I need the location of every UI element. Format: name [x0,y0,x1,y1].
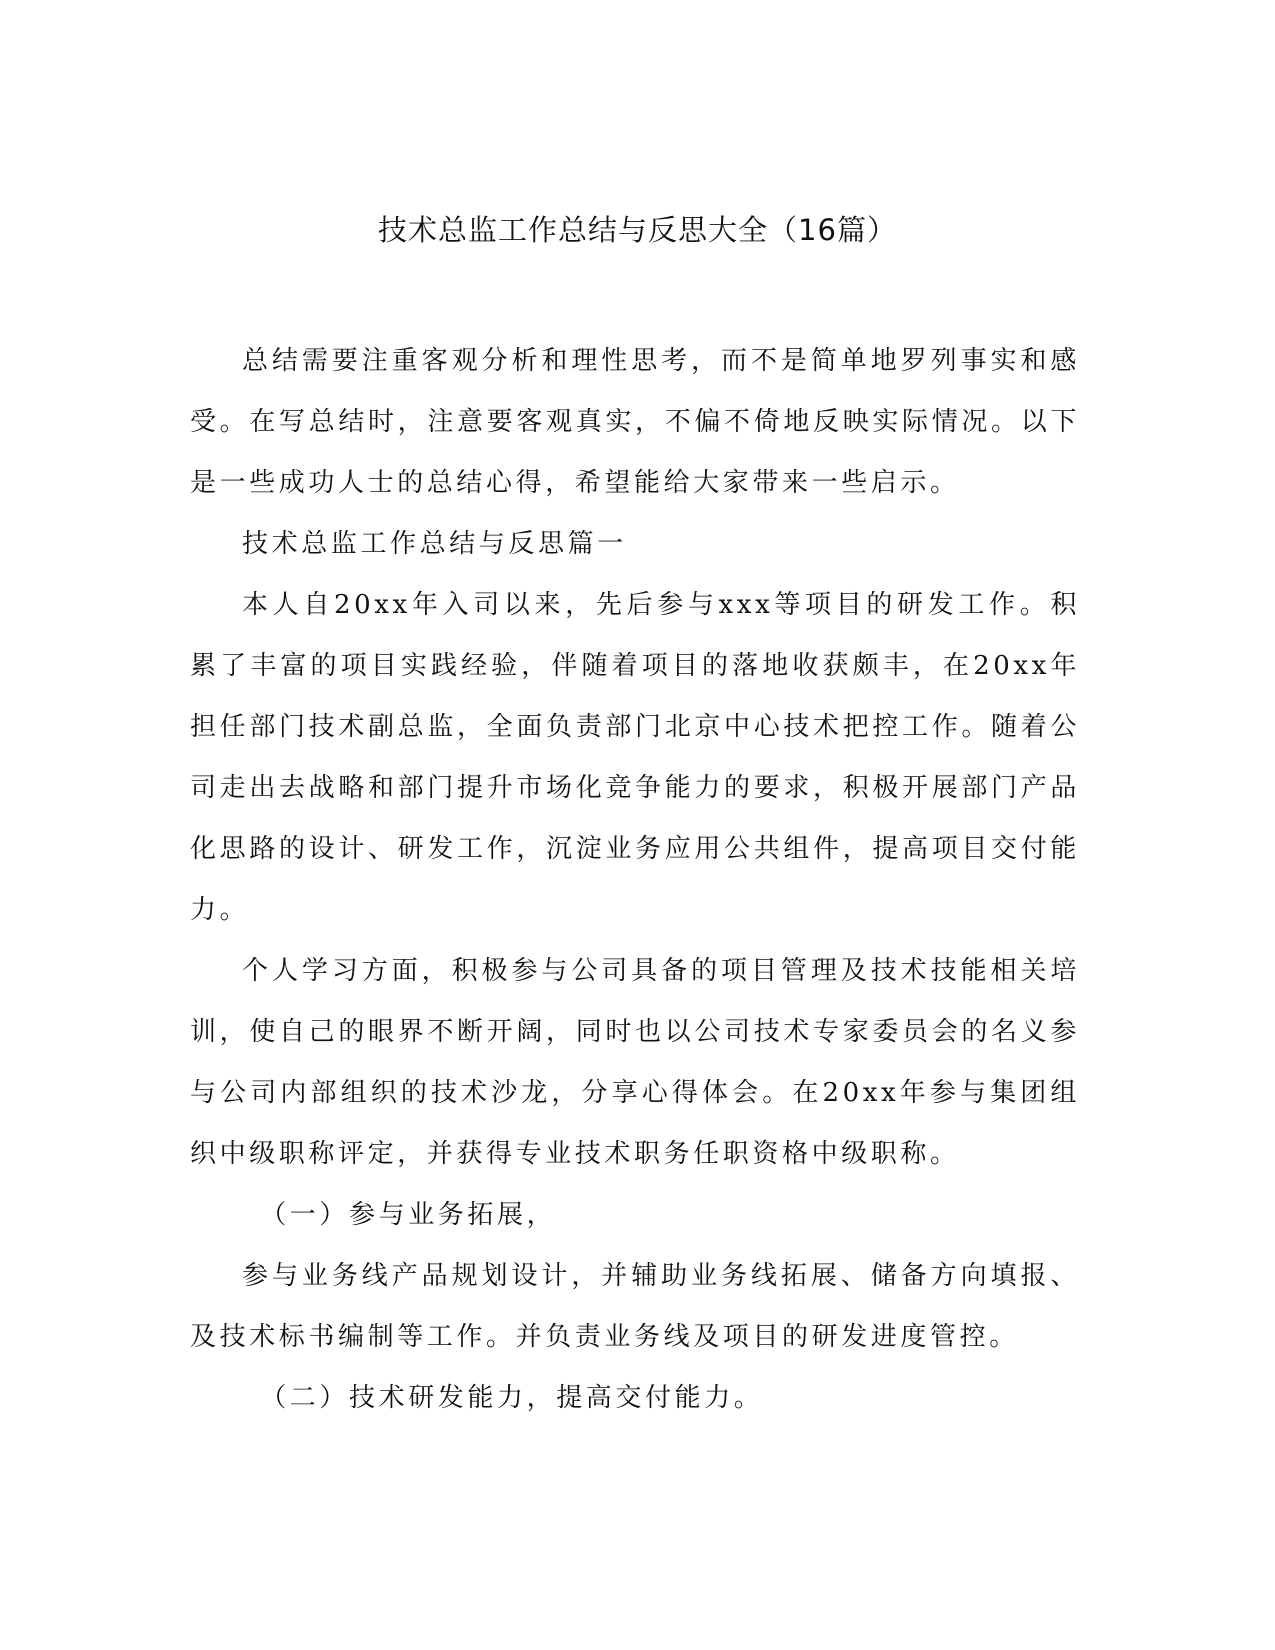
subsection-heading: （一）参与业务拓展， [260,1200,557,1230]
section-heading: 技术总监工作总结与反思篇一 [242,529,627,559]
body-paragraph: 本人自20xx年入司以来，先后参与xxx等项目的研发工作。积累了丰富的项目实践经验，伴随着项目的落地收获颇丰，在20xx年担任部门技术副总监，全面负责部门北京中心技术把控工作。随着公司走出去战略和部门提升市场化竞争能力的要求，积极开展部门产品化思路的设计、研发工作，沉淀业务应用公共组件，提高项目交付能力。 [190,590,1080,925]
intro-paragraph: 总结需要注重客观分析和理性思考，而不是简单地罗列事实和感受。在写总结时，注意要客观真实，不偏不倚地反映实际情况。以下是一些成功人士的总结心得，希望能给大家带来一些启示。 [190,346,1080,498]
document-title: 技术总监工作总结与反思大全（16篇） [378,213,897,247]
body-paragraph: 个人学习方面，积极参与公司具备的项目管理及技术技能相关培训，使自己的眼界不断开阔，同时也以公司技术专家委员会的名义参与公司内部组织的技术沙龙，分享心得体会。在20xx年参与集团组织中级职称评定，并获得专业技术职务任职资格中级职称。 [190,956,1080,1169]
document-body [190,331,1080,1429]
subsection-heading: （二）技术研发能力，提高交付能力。 [260,1383,764,1413]
body-paragraph: 参与业务线产品规划设计，并辅助业务线拓展、储备方向填报、及技术标书编制等工作。并负责业务线及项目的研发进度管控。 [190,1261,1080,1352]
